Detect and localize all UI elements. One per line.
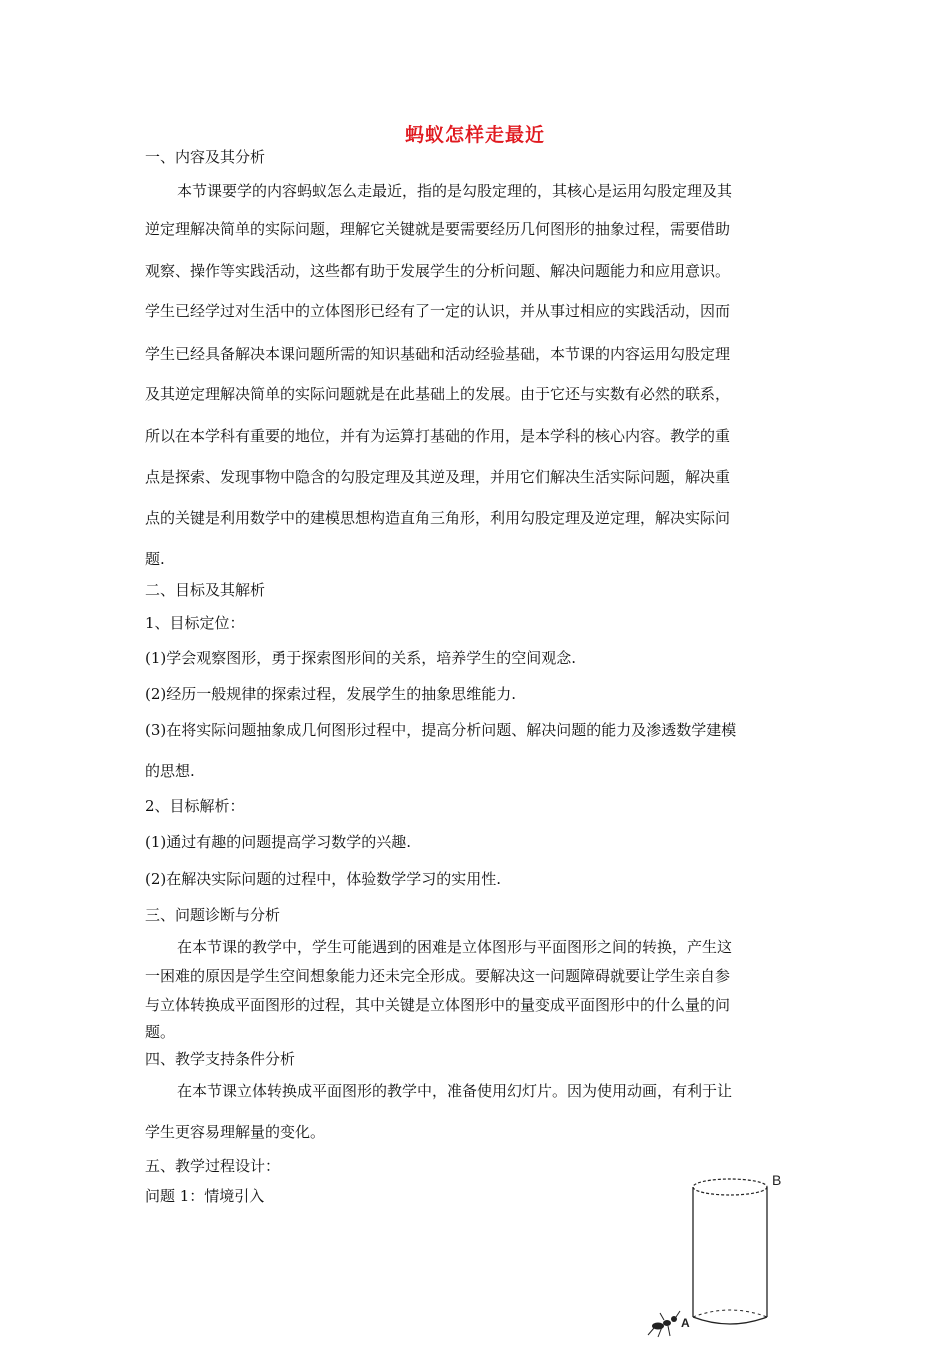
- goal-item: (3)在将实际问题抽象成几何图形过程中，提高分析问题、解决问题的能力及渗透数学建模: [145, 721, 737, 739]
- point-a-label: A: [681, 1316, 690, 1330]
- paragraph-line: 题.: [145, 550, 165, 568]
- analysis-item: (2)在解决实际问题的过程中，体验数学学习的实用性.: [145, 870, 502, 888]
- ant-icon: [648, 1311, 680, 1337]
- section-heading-3: 三、问题诊断与分析: [145, 906, 281, 924]
- question-1-label: 问题 1：情境引入: [145, 1187, 265, 1205]
- subheading-goal-position: 1、目标定位：: [145, 614, 245, 632]
- cylinder-bottom-back: [693, 1310, 767, 1317]
- cylinder-top-ellipse: [693, 1179, 767, 1195]
- paragraph-line: 逆定理解决简单的实际问题，理解它关键就是要需要经历几何图形的抽象过程，需要借助: [145, 220, 731, 238]
- paragraph-line: 观察、操作等实践活动，这些都有助于发展学生的分析问题、解决问题能力和应用意识。: [145, 262, 731, 280]
- paragraph-line: 学生更容易理解量的变化。: [145, 1123, 326, 1141]
- paragraph-line: 所以在本学科有重要的地位，并有为运算打基础的作用，是本学科的核心内容。教学的重: [145, 427, 731, 445]
- cylinder-bottom-front: [693, 1317, 767, 1324]
- paragraph-line: 与立体转换成平面图形的过程，其中关键是立体图形中的量变成平面图形中的什么量的问: [145, 996, 731, 1014]
- paragraph-line: 及其逆定理解决简单的实际问题就是在此基础上的发展。由于它还与实数有必然的联系，: [145, 385, 731, 403]
- analysis-item: (1)通过有趣的问题提高学习数学的兴趣.: [145, 833, 412, 851]
- paragraph-line: 点是探索、发现事物中隐含的勾股定理及其逆及理，并用它们解决生活实际问题，解决重: [145, 468, 731, 486]
- section-heading-5: 五、教学过程设计：: [145, 1157, 281, 1175]
- paragraph-line: 在本节课立体转换成平面图形的教学中，准备使用幻灯片。因为使用动画，有利于让: [177, 1082, 733, 1100]
- paragraph-line: 题。: [145, 1023, 176, 1041]
- goal-item: (1)学会观察图形，勇于探索图形间的关系，培养学生的空间观念.: [145, 649, 577, 667]
- paragraph-line: 学生已经具备解决本课问题所需的知识基础和活动经验基础，本节课的内容运用勾股定理: [145, 345, 731, 363]
- paragraph-line: 本节课要学的内容蚂蚁怎么走最近，指的是勾股定理的，其核心是运用勾股定理及其: [177, 182, 733, 200]
- cylinder-figure: [640, 1165, 800, 1344]
- point-b-label: B: [772, 1172, 782, 1188]
- section-heading-4: 四、教学支持条件分析: [145, 1050, 296, 1068]
- section-heading-2: 二、目标及其解析: [145, 581, 266, 599]
- goal-item-continued: 的思想.: [145, 762, 195, 780]
- goal-item: (2)经历一般规律的探索过程，发展学生的抽象思维能力.: [145, 685, 517, 703]
- document-title: 蚂蚁怎样走最近: [404, 124, 545, 146]
- paragraph-line: 一困难的原因是学生空间想象能力还未完全形成。要解决这一问题障碍就要让学生亲自参: [145, 967, 731, 985]
- paragraph-line: 学生已经学过对生活中的立体图形已经有了一定的认识，并从事过相应的实践活动，因而: [145, 302, 731, 320]
- section-heading-1: 一、内容及其分析: [145, 148, 266, 166]
- paragraph-line: 在本节课的教学中，学生可能遇到的困难是立体图形与平面图形之间的转换，产生这: [177, 938, 733, 956]
- paragraph-line: 点的关键是利用数学中的建模思想构造直角三角形，利用勾股定理及逆定理，解决实际问: [145, 509, 731, 527]
- subheading-goal-analysis: 2、目标解析：: [145, 797, 245, 815]
